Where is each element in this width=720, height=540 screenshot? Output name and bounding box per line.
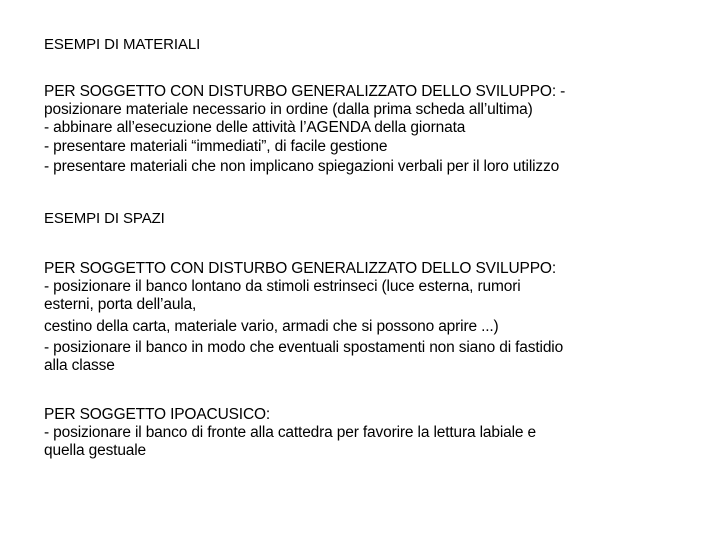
- materials-heading: ESEMPI DI MATERIALI: [44, 36, 201, 53]
- materials-intro: PER SOGGETTO CON DISTURBO GENERALIZZATO DELLO SVILUPPO: -: [44, 83, 566, 100]
- spaces-line: cestino della carta, materiale vario, armadi che si possono aprire ...): [44, 318, 499, 335]
- materials-line: - presentare materiali che non implicano spiegazioni verbali per il loro utilizzo: [44, 158, 560, 175]
- materials-line: posizionare materiale necessario in ordine (dalla prima scheda all’ultima): [44, 101, 533, 118]
- hearing-section: [44, 405, 684, 460]
- hearing-line: quella gestuale: [44, 442, 147, 459]
- spaces-heading: ESEMPI DI SPAZI: [44, 210, 165, 227]
- materials-section: [44, 82, 684, 176]
- hearing-intro: PER SOGGETTO IPOACUSICO:: [44, 406, 271, 423]
- spaces-intro: PER SOGGETTO CON DISTURBO GENERALIZZATO DELLO SVILUPPO:: [44, 260, 556, 277]
- spaces-line: esterni, porta dell’aula,: [44, 296, 197, 313]
- spaces-line: - posizionare il banco lontano da stimoli estrinseci (luce esterna, rumori: [44, 278, 521, 295]
- materials-heading-block: [44, 36, 684, 54]
- spaces-line: - posizionare il banco in modo che eventuali spostamenti non siano di fastidio: [44, 339, 564, 356]
- spaces-heading-block: [44, 210, 684, 228]
- spaces-section: [44, 259, 684, 375]
- materials-line: - presentare materiali “immediati”, di facile gestione: [44, 138, 388, 155]
- spaces-line: alla classe: [44, 357, 115, 374]
- materials-line: - abbinare all’esecuzione delle attività l’AGENDA della giornata: [44, 119, 466, 136]
- hearing-line: - posizionare il banco di fronte alla cattedra per favorire la lettura labiale e: [44, 424, 537, 441]
